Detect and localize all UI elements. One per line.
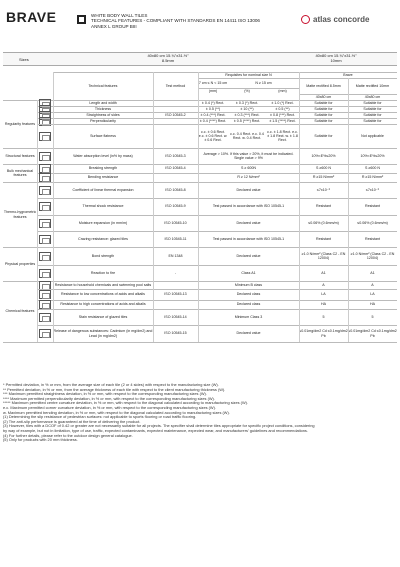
feature-label: Bending resistance bbox=[87, 175, 119, 180]
brave-8-5mm-value: ≤0.01mg/dm2 Cd ≤0.1mg/dm2 Pb bbox=[299, 329, 348, 338]
header-unit-mm: (mm) bbox=[208, 88, 218, 93]
sizes-label: Sizes bbox=[19, 57, 29, 62]
feature-group-label: Chemical features bbox=[5, 309, 35, 314]
feature-label: Coefficient of linear thermal expansion bbox=[72, 187, 134, 192]
feature-label: Water absorption level (in% by mass) bbox=[73, 153, 133, 158]
feature-pictogram-icon bbox=[39, 219, 51, 228]
footnote-line: (1) Determining the slip resistance of pedestrian surfaces: not applicable to sports flooring or road traffic flooring. bbox=[3, 415, 197, 420]
test-method-value: ISO 10545-10 bbox=[164, 220, 187, 225]
requisite-value: Declared value bbox=[236, 220, 261, 225]
column-divider bbox=[198, 72, 199, 342]
brave-8-5mm-value: S ≥600 N bbox=[316, 166, 331, 171]
atlas-concorde-logo bbox=[301, 15, 397, 27]
test-method-value: ISO 10545-14 bbox=[164, 314, 187, 319]
requisite-value: Declared value bbox=[236, 331, 261, 336]
logo-text: atlas concorde bbox=[313, 15, 370, 24]
footnote-line: (5) Only for products with 20 mm thickness. bbox=[3, 438, 78, 443]
requisite-value: Declared value bbox=[236, 253, 261, 258]
brave-8-5mm-value: HA bbox=[321, 302, 326, 307]
size-8-5mm bbox=[133, 54, 203, 64]
feature-label: Resistance to household chemicals and swimming pool salts bbox=[54, 282, 152, 287]
feature-label: Thickness bbox=[94, 106, 112, 111]
brave-8-5mm-value: Suitable for bbox=[314, 133, 333, 138]
brave-8-5mm-value: Resistant bbox=[316, 236, 331, 241]
size-value: 40x80 cm 15.¾"x31.½" bbox=[315, 53, 357, 58]
feature-label: Release of dangerous substances: Cadmium (in mg/dm2) and Lead (in mg/dm2) bbox=[53, 329, 153, 338]
requisite-value: Test passed in accordance with ISO 10545-1 bbox=[212, 204, 285, 209]
feature-pictogram-icon bbox=[39, 235, 51, 244]
brave-8-5mm-value: 5 bbox=[322, 314, 325, 319]
brave-10mm-value: HA bbox=[370, 302, 375, 307]
feature-group-label: Regularity features bbox=[4, 121, 36, 126]
feature-label: Length and width bbox=[89, 100, 117, 105]
requisite-small-value: ± 0.4 (***) Rect. bbox=[200, 112, 226, 117]
brave-8-5mm-value: Suitable for bbox=[314, 106, 333, 111]
feature-label: Straightness of sides bbox=[86, 112, 120, 117]
header-line: WHITE BODY WALL TILES bbox=[91, 13, 148, 18]
requisite-small-value: ± 0.4 (****) Rect. bbox=[199, 118, 227, 123]
feature-pictogram-icon bbox=[39, 186, 51, 195]
footnote-line: (2) The anti-slip performance is guaranteed at the time of delivering the product. bbox=[3, 419, 141, 424]
requisite-large-mm-value: c.c. ± 1.8 Rect. e.c. ± 1.8 Rect. w. ± 1.8 Rect. bbox=[267, 129, 298, 143]
column-divider bbox=[53, 72, 54, 342]
requisite-value: Average > 10%. If this value > 20%, it must be indicated. Single value > 9% bbox=[203, 151, 294, 160]
feature-label: Reaction to fire bbox=[90, 270, 116, 275]
feature-label: Perpendicularity bbox=[90, 118, 116, 123]
brave-8-5mm-value: R ≥15 N/mm² bbox=[312, 175, 335, 180]
technical-features-table bbox=[3, 72, 397, 380]
footnote-line: ***** Maximum permitted centre curvature deviation, in % or mm, with respect to the diagonal calculated according to manufacturing sizes (W). bbox=[3, 401, 249, 406]
footnotes bbox=[3, 383, 397, 443]
brave-8-5mm-value: ≤0.06% (0.6mm/m) bbox=[308, 220, 339, 225]
row-divider bbox=[198, 88, 299, 89]
requisite-small-value: ± 0.5 (**) bbox=[205, 106, 221, 111]
header bbox=[0, 0, 400, 40]
requisite-large-mm-value: ± 0.5 (**) bbox=[275, 106, 290, 111]
brave-10mm-value: R ≥15 N/mm² bbox=[361, 175, 384, 180]
header-req-small: 7 cm ≤ N < 15 cm bbox=[198, 80, 228, 85]
test-method-value: - bbox=[174, 270, 177, 275]
test-method-value: ISO 10545-15 bbox=[164, 331, 187, 336]
brave-10mm-value: Suitable for bbox=[363, 118, 382, 123]
requisite-small-value: ± 0.4 (*) Rect. bbox=[201, 100, 225, 105]
header-line: ANNEX L GROUP BIII bbox=[91, 23, 137, 29]
brave-10mm-value: Suitable for bbox=[363, 106, 382, 111]
brave-10mm-value: ≤0.06% (0.6mm/m) bbox=[357, 220, 388, 225]
feature-pictogram-icon bbox=[39, 132, 51, 141]
feature-label: Resistance to low concentrations of acids and alkalis bbox=[61, 292, 145, 297]
brave-8-5mm-value: Suitable for bbox=[314, 118, 333, 123]
row-divider bbox=[37, 342, 397, 343]
brave-8-5mm-value: Suitable for bbox=[314, 112, 333, 117]
brave-10mm-value: A bbox=[371, 282, 374, 287]
requisite-value: Minimum B class bbox=[234, 282, 263, 287]
requisite-large-pct-value: ± 10 (**) bbox=[240, 106, 254, 111]
feature-pictogram-icon bbox=[39, 290, 51, 299]
footnote-line: ** Permitted deviation, in % or mm, from the average thickness of each tile with respect to the client manufacturing thickness (W). bbox=[3, 387, 226, 392]
brave-10mm-value: Not applicable bbox=[361, 133, 384, 138]
feature-group-label: Thermo-hygrometric features bbox=[3, 210, 37, 219]
requisite-value: S ≥ 600N bbox=[241, 166, 256, 171]
brave-10mm-value: LA bbox=[370, 292, 375, 297]
feature-pictogram-icon bbox=[39, 329, 51, 338]
footnote-line: (4) For further details, please refer to the outdoor design general catalogue. bbox=[3, 433, 133, 438]
requisite-large-pct-value: ± 0.3 (***) Rect. bbox=[234, 112, 260, 117]
test-method-value: ISO 10545-11 bbox=[164, 236, 187, 241]
brave-8-5mm-value: 10%<E%≤20% bbox=[311, 153, 336, 158]
brave-10mm-value: Resistant bbox=[365, 204, 380, 209]
footnote-line: by way of example, but not in limitation, type of use, traffic, expected contaminants, expected maintenance, expected wear, and manufacturers' guidelines and recommendations. bbox=[3, 428, 308, 433]
brave-10mm-value: ≤7x10⁻⁶ bbox=[365, 187, 380, 192]
feature-pictogram-icon bbox=[39, 152, 51, 161]
header-matte-10mm: Matte rectified 10mm bbox=[355, 83, 390, 88]
brave-8-5mm-value: A bbox=[322, 282, 325, 287]
feature-pictogram-icon bbox=[39, 202, 51, 211]
brave-10mm-value: ≤0.01mg/dm2 Cd ≤0.1mg/dm2 Pb bbox=[348, 329, 397, 338]
column-divider bbox=[153, 72, 154, 342]
feature-label: Resistance to high concentrations of acids and alkalis bbox=[60, 302, 146, 307]
requisite-large-mm-value: ± 1.5 (****) Rect. bbox=[269, 118, 296, 123]
size-10mm bbox=[301, 54, 371, 64]
footnote-line: (3) However, tiles with a DCOF of 0.42 or greater are not necessarily suitable for all projects. The specifier shall determine tiles appropriate for specific project conditions, considering bbox=[3, 424, 315, 429]
feature-label: Surface flatness bbox=[90, 133, 116, 138]
header-brave: Brave bbox=[343, 72, 353, 77]
feature-pictogram-icon bbox=[39, 269, 51, 278]
size-thickness: 8.5mm bbox=[161, 57, 175, 63]
column-divider bbox=[348, 78, 349, 342]
requisite-large-pct-value: c.c. 0.4 Rect. e.c. 0.4 Rect. w. 0.4 Rect. bbox=[230, 131, 264, 140]
header-description bbox=[91, 13, 261, 29]
logo-mark-icon bbox=[301, 15, 310, 24]
feature-label: Stain resistance of glazed tiles bbox=[78, 314, 128, 319]
column-divider bbox=[299, 72, 300, 342]
brave-8-5mm-value: Suitable for bbox=[314, 100, 333, 105]
test-method-value: EN 1348 bbox=[168, 253, 183, 258]
requisite-large-mm-value: ± 1.0 (*) Rect. bbox=[271, 100, 294, 105]
row-divider bbox=[53, 72, 397, 73]
header-size: 40x80 cm bbox=[364, 94, 381, 99]
footnote-line: w. Maximum permitted bending deviation, in % or mm, with respect to the diagonal calculated according to manufacturing sizes (W). bbox=[3, 410, 230, 415]
brave-8-5mm-value: Resistant bbox=[316, 204, 331, 209]
requisite-value: Declared class bbox=[236, 292, 261, 297]
brave-10mm-value: Resistant bbox=[365, 236, 380, 241]
feature-pictogram-icon bbox=[39, 164, 51, 173]
footnote-line: *** Maximum permitted straightness deviation, in % or mm, with respect to the corresponding manufacturing sizes (W). bbox=[3, 392, 207, 397]
requisite-large-pct-value: ± 0.3 (*) Rect. bbox=[235, 100, 259, 105]
brave-10mm-value: 10%<E%≤20% bbox=[360, 153, 385, 158]
header-technical-features: Technical features bbox=[88, 83, 118, 88]
row-divider bbox=[198, 78, 397, 79]
test-method-value: ISO 10545-9 bbox=[165, 204, 186, 209]
requisite-value: Class A1 bbox=[241, 270, 256, 275]
footnote-line: **** Maximum permitted perpendicularity deviation, in % or mm, with respect to the corresponding manufacturing sizes (W). bbox=[3, 396, 215, 401]
brave-10mm-value: A1 bbox=[370, 270, 375, 275]
row-divider bbox=[3, 342, 37, 343]
brave-10mm-value: Suitable for bbox=[363, 100, 382, 105]
size-value: 40x80 cm 15.¾"x31.½" bbox=[147, 53, 189, 58]
header-test-method: Test method bbox=[165, 83, 186, 88]
feature-label: Moisture expansion (in mm/m) bbox=[78, 220, 128, 225]
header-size: 40x80 cm bbox=[315, 94, 332, 99]
test-method-value: ISO 10545-4 bbox=[165, 166, 186, 171]
requisite-value: Declared value bbox=[236, 187, 261, 192]
header-req-large: N ≥ 15 cm bbox=[255, 80, 272, 85]
header-unit-pct: (%) bbox=[244, 88, 250, 93]
test-method-value: ISO 10545-8 bbox=[165, 187, 186, 192]
brave-10mm-value: Suitable for bbox=[363, 112, 382, 117]
requisite-large-pct-value: ± 0.5 (****) Rect. bbox=[233, 118, 261, 123]
requisite-value: Minimum Class 3 bbox=[234, 314, 263, 319]
brave-10mm-value: S ≥600 N bbox=[365, 166, 380, 171]
brave-8-5mm-value: A1 bbox=[321, 270, 326, 275]
test-method-value: ISO 10545-3 bbox=[165, 153, 186, 158]
brave-10mm-value: ≥1.0 N/mm² (Class C2 - EN 12004) bbox=[350, 251, 395, 260]
test-method-value: ISO 10545-2 bbox=[165, 112, 186, 117]
feature-pictogram-icon bbox=[39, 252, 51, 261]
size-thickness: 10mm bbox=[330, 57, 342, 63]
feature-label: Breaking strength bbox=[88, 166, 118, 171]
sizes-row bbox=[3, 52, 397, 66]
header-line: TECHNICAL FEATURES - COMPLIANT WITH STANDARDS EN 14411 ISO 13006 bbox=[91, 18, 260, 24]
brave-8-5mm-value: ≤7x10⁻⁶ bbox=[316, 187, 331, 192]
test-method-value: ISO 10545-13 bbox=[164, 292, 187, 297]
requisite-value: Test passed in accordance with ISO 10545-1 bbox=[212, 236, 285, 241]
feature-group-label: Structural features bbox=[5, 153, 35, 158]
requisite-small-value: c.c. ± 0.6 Rect. e.c. ± 0.6 Rect. w. ± 0.6 Rect. bbox=[198, 129, 228, 143]
header-unit-mm: (mm) bbox=[278, 88, 287, 93]
feature-group-label: Bulk mechanical features bbox=[6, 168, 34, 177]
brave-10mm-value: 5 bbox=[371, 314, 374, 319]
feature-label: Thermal shock resistance bbox=[82, 204, 124, 209]
header-requisites: Requisites for nominal size N bbox=[225, 72, 272, 77]
feature-pictogram-icon bbox=[39, 313, 51, 322]
brave-8-5mm-value: LA bbox=[321, 292, 326, 297]
wall-tile-icon bbox=[77, 15, 86, 24]
requisite-value: Declared class bbox=[236, 302, 261, 307]
requisite-value: R ≥ 12 N/mm² bbox=[237, 175, 260, 180]
feature-group-label: Physical properties bbox=[4, 261, 36, 266]
header-matte-8-5mm: Matte rectified 8.5mm bbox=[306, 83, 341, 88]
feature-label: Bond strength bbox=[91, 253, 115, 258]
brave-8-5mm-value: ≥1.0 N/mm² (Class C2 - EN 12004) bbox=[301, 251, 346, 260]
column-divider bbox=[37, 100, 38, 342]
footnote-line: * Permitted deviation, in % or mm, from the average size of each tile (2 or 4 sides) with respect to the manufacturing size (W). bbox=[3, 383, 219, 387]
brand-name: BRAVE bbox=[6, 9, 57, 25]
feature-pictogram-icon bbox=[39, 300, 51, 309]
feature-pictogram-icon bbox=[39, 173, 51, 182]
feature-label: Crazing resistance: glazed tiles bbox=[78, 236, 128, 241]
requisite-large-mm-value: ± 0.8 (***) Rect. bbox=[270, 112, 295, 117]
footnote-line: e.c. Maximum permitted corner curvature deviation, in % or mm, with respect to the corresponding manufacturing sizes (W). bbox=[3, 405, 216, 410]
